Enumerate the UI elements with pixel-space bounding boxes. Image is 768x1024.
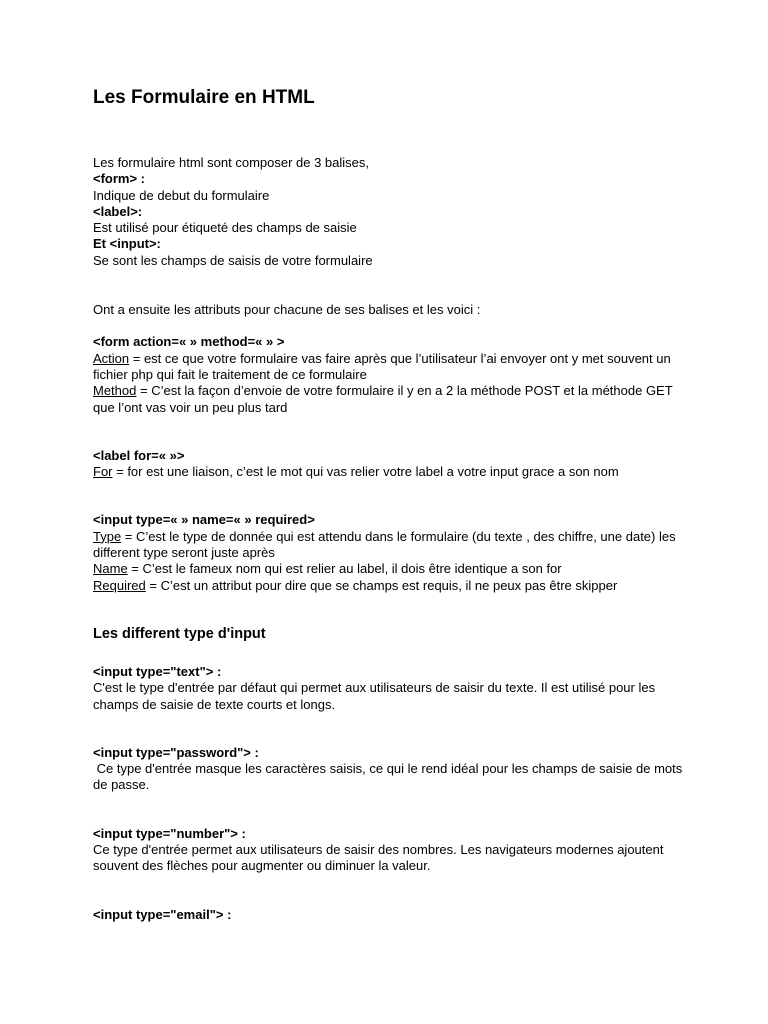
label-attributes-block	[93, 448, 688, 481]
required-attribute-paragraph	[93, 578, 688, 594]
spacer	[93, 875, 688, 907]
action-description: = est ce que votre formulaire vas faire après que l’utilisateur l’ai envoyer ont y met souvent un fichier php qui fait le traitement de ce formulaire	[93, 350, 671, 382]
for-description: = for est une liaison, c’est le mot qui vas relier votre label a votre input grace a son nom	[112, 464, 619, 480]
input-type-number-block	[93, 826, 688, 875]
page-title: Les Formulaire en HTML	[93, 87, 315, 108]
name-term: Name	[93, 561, 128, 577]
method-attribute-paragraph	[93, 383, 688, 416]
method-term: Method	[93, 383, 137, 399]
attributes-intro: Ont a ensuite les attributs pour chacune de ses balises et les voici :	[93, 302, 481, 318]
intro-line: Les formulaire html sont composer de 3 balises,	[93, 155, 370, 170]
input-type-text-block	[93, 664, 688, 713]
input-types-section-title: Les different type d'input	[93, 625, 266, 642]
spacer	[93, 416, 688, 448]
input-type-heading: <input type="number"> :	[93, 825, 246, 841]
input-type-description: Ce type d'entrée masque les caractères saisis, ce qui le rend idéal pour les champs de saisie de mots de passe.	[93, 761, 686, 793]
for-attribute-paragraph	[93, 464, 688, 480]
action-term: Action	[93, 350, 130, 366]
form-tag-heading: <form> :	[93, 171, 146, 187]
form-tag-description: Indique de debut du formulaire	[93, 187, 270, 203]
spacer	[93, 269, 688, 302]
input-type-heading: <input type="email"> :	[93, 906, 232, 922]
label-tag-description: Est utilisé pour étiqueté des champs de saisie	[93, 220, 357, 236]
label-attributes-heading: <label for=« »>	[93, 447, 185, 463]
spacer	[93, 480, 688, 512]
required-term: Required	[93, 577, 146, 593]
method-description: = C’est la façon d’envoie de votre formulaire il y en a 2 la méthode POST et la méthode GET que l’ont vas voir un peu plus tard	[93, 383, 673, 415]
input-type-description: C'est le type d'entrée par défaut qui permet aux utilisateurs de saisir du texte. Il est utilisé pour les champs de saisie de texte courts et longs.	[93, 680, 656, 712]
intro-section	[93, 155, 688, 269]
type-term: Type	[93, 528, 122, 544]
action-attribute-paragraph	[93, 351, 688, 384]
input-type-heading: <input type="password"> :	[93, 744, 259, 760]
name-description: = C’est le fameux nom qui est relier au label, il dois être identique a son for	[127, 561, 562, 577]
input-attributes-heading: <input type=« » name=« » required>	[93, 512, 315, 528]
required-description: = C’est un attribut pour dire que se champs est requis, il ne peux pas être skipper	[145, 577, 618, 593]
spacer	[93, 794, 688, 826]
type-attribute-paragraph	[93, 529, 688, 562]
type-description: = C’est le type de donnée qui est attendu dans le formulaire (du texte , des chiffre, une date) les different type seront juste après	[93, 528, 676, 561]
for-term: For	[93, 464, 113, 480]
spacer	[93, 713, 688, 745]
label-tag-heading: <label>:	[93, 203, 143, 219]
form-attributes-heading: <form action=« » method=« » >	[93, 334, 285, 350]
name-attribute-paragraph	[93, 561, 688, 577]
input-tag-description: Se sont les champs de saisis de votre formulaire	[93, 252, 373, 268]
input-type-email-block	[93, 907, 688, 923]
input-type-password-block	[93, 745, 688, 794]
input-tag-heading: Et <input>:	[93, 236, 161, 252]
input-type-heading: <input type="text"> :	[93, 663, 222, 679]
form-attributes-block	[93, 334, 688, 415]
spacer	[93, 318, 688, 334]
input-type-description: Ce type d'entrée permet aux utilisateurs de saisir des nombres. Les navigateurs modernes ajoutent souvent des flèches pour augmenter ou diminuer la valeur.	[93, 842, 664, 874]
input-attributes-block	[93, 512, 688, 593]
